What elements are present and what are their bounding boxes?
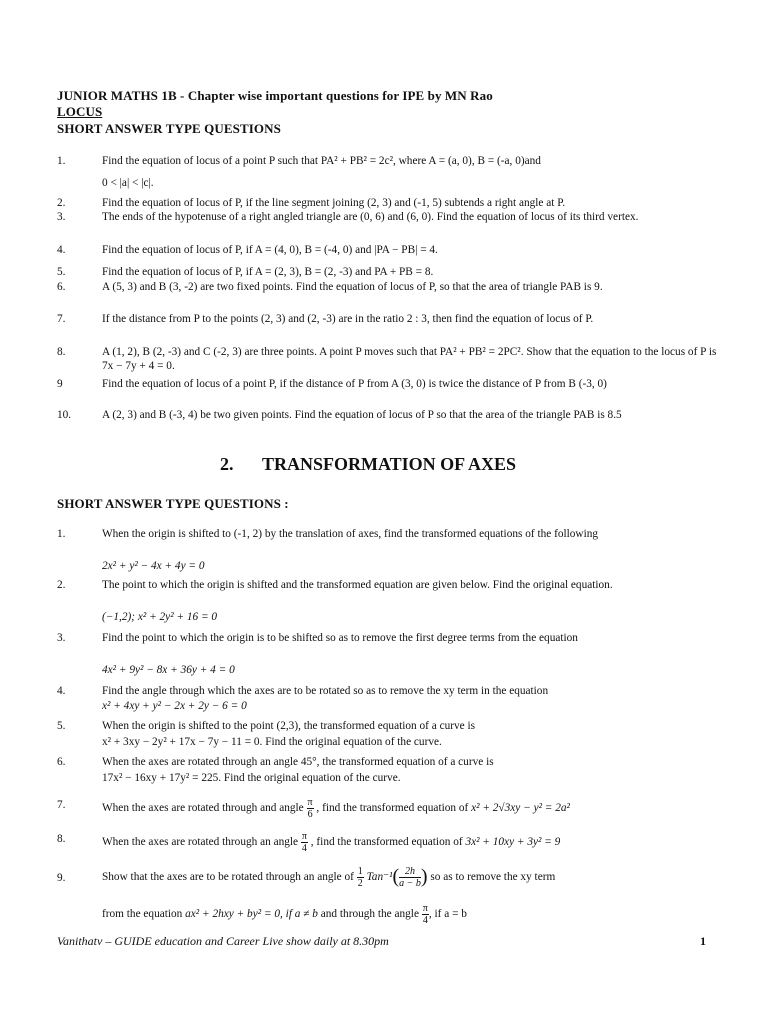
- question-number: 4.: [57, 685, 66, 697]
- equation: 17x² − 16xy + 17y² = 225. Find the original equation of the curve.: [102, 772, 401, 784]
- question-number: 8.: [57, 833, 66, 845]
- question-number: 6.: [57, 281, 66, 293]
- section-title: [220, 454, 516, 475]
- fraction-denominator: 4: [301, 843, 307, 854]
- section-name: TRANSFORMATION OF AXES: [262, 454, 517, 474]
- question-text: When the axes are rotated through an angle 45°, the transformed equation of a curve is: [102, 756, 494, 768]
- question-number: 7.: [57, 799, 66, 811]
- fraction-numerator: 2h: [399, 866, 421, 878]
- question-text: When the origin is shifted to (-1, 2) by the translation of axes, find the transformed equations of the following: [102, 528, 599, 540]
- question-text: When the axes are rotated through and angle: [102, 802, 304, 815]
- question-text: Find the equation of locus of a point P such that PA² + PB² = 2c², where A = (a, 0), B = (-a, 0)and: [102, 155, 541, 167]
- question-number: 1.: [57, 528, 66, 540]
- equation: x² + 3xy − 2y² + 17x − 7y − 11 = 0. Find the original equation of the curve.: [102, 736, 442, 748]
- angle-fraction: [422, 903, 429, 926]
- question-text: Find the angle through which the axes are to be rotated so as to remove the xy term in the equation: [102, 685, 549, 697]
- fraction-denominator: 6: [307, 809, 313, 820]
- equation: x² + 4xy + y² − 2x + 2y − 6 = 0: [102, 700, 247, 712]
- equation: (−1,2); x² + 2y² + 16 = 0: [102, 611, 218, 623]
- question-number: 2.: [57, 197, 66, 209]
- question-text: A (2, 3) and B (-3, 4) be two given points. Find the equation of locus of P so that the area of the triangle PAB is 8.5: [102, 409, 622, 421]
- question-text-after: so as to remove the xy term: [430, 871, 556, 884]
- fraction-denominator: a − b: [399, 878, 421, 889]
- question-number: 9: [57, 378, 63, 390]
- question-text: Show that the axes are to be rotated through an angle of: [102, 871, 354, 884]
- question-text: When the origin is shifted to the point (2,3), the transformed equation of a curve is: [102, 720, 476, 732]
- question-text: A (5, 3) and B (3, -2) are two fixed points. Find the equation of locus of P, so that the area of triangle PAB is 9.: [102, 281, 603, 293]
- question-number: 5.: [57, 720, 66, 732]
- equation: ax² + 2hxy + by² = 0, if a ≠ b: [185, 908, 318, 921]
- question-text: If the distance from P to the points (2, 3) and (2, -3) are in the ratio 2 : 3, then find the equation of locus of P.: [102, 313, 594, 325]
- fraction-numerator: 1: [357, 866, 363, 877]
- question-number: 6.: [57, 756, 66, 768]
- question-text-continued: 0 < |a| < |c|.: [102, 177, 154, 189]
- question-number: 5.: [57, 266, 66, 278]
- fraction-denominator: 2: [357, 878, 363, 889]
- fraction-numerator: π: [307, 797, 313, 808]
- equation: 2x² + y² − 4x + 4y = 0: [102, 560, 205, 572]
- question-number: 1.: [57, 155, 66, 167]
- angle-fraction: [301, 831, 308, 854]
- question-line: [102, 903, 717, 926]
- question-line: Show that the axes are to be rotated through an angle of $\frac{1}{2}$ Tan⁻¹( $\frac{2h}{a - b}$ ) so as to remove the xy term: [102, 865, 556, 889]
- question-text: , if a = b: [428, 908, 467, 921]
- topic-heading: LOCUS: [57, 104, 103, 119]
- question-number: 3.: [57, 211, 66, 223]
- question-number: 10.: [57, 409, 72, 421]
- question-number: 7.: [57, 313, 66, 325]
- question-text: Find the equation of locus of a point P, if the distance of P from A (3, 0) is twice the distance of P from B (-3, 0): [102, 378, 607, 390]
- question-line: [102, 831, 717, 854]
- section-type-heading: SHORT ANSWER TYPE QUESTIONS: [57, 121, 281, 136]
- question-text: The ends of the hypotenuse of a right angled triangle are (0, 6) and (6, 0). Find the equation of locus of its third vertex.: [102, 211, 639, 223]
- question-text: The point to which the origin is shifted and the transformed equation are given below. Find the original equation.: [102, 579, 613, 591]
- question-line: [102, 797, 717, 820]
- question-text: from the equation: [102, 908, 183, 921]
- coefficient-fraction: [357, 866, 364, 889]
- question-number: 2.: [57, 579, 66, 591]
- question-text: Find the point to which the origin is to be shifted so as to remove the first degree terms from the equation: [102, 632, 578, 644]
- question-number: 4.: [57, 244, 66, 256]
- footer-text: Vanithatv – GUIDE education and Career Live show daily at 8.30pm: [57, 934, 389, 948]
- fraction-numerator: π: [422, 903, 428, 914]
- fraction-denominator: 4: [422, 915, 428, 926]
- question-text: Find the equation of locus of P, if A = (4, 0), B = (-4, 0) and |PA − PB| = 4.: [102, 244, 438, 256]
- equation: 4x² + 9y² − 8x + 36y + 4 = 0: [102, 664, 235, 676]
- equation: x² + 2√3xy − y² = 2a²: [471, 802, 570, 815]
- section-number: 2.: [220, 454, 234, 474]
- page-number: 1: [700, 934, 706, 948]
- inner-fraction: [399, 866, 421, 889]
- question-number: 3.: [57, 632, 66, 644]
- question-text: When the axes are rotated through an angle: [102, 836, 299, 849]
- question-text: and through the angle: [320, 908, 419, 921]
- document-title: JUNIOR MATHS 1B - Chapter wise important questions for IPE by MN Rao: [57, 88, 493, 103]
- question-text: Find the equation of locus of P, if A = (2, 3), B = (2, -3) and PA + PB = 8.: [102, 266, 434, 278]
- question-number: 8.: [57, 346, 66, 358]
- equation: 3x² + 10xy + 3y² = 9: [465, 836, 561, 849]
- question-number: 9.: [57, 872, 66, 884]
- question-text-after: , find the transformed equation of: [316, 802, 469, 815]
- fraction-numerator: π: [301, 831, 307, 842]
- section-subheading: SHORT ANSWER TYPE QUESTIONS :: [57, 496, 289, 511]
- question-text-after: , find the transformed equation of: [310, 836, 463, 849]
- inverse-tan: Tan⁻¹: [366, 871, 393, 884]
- angle-fraction: [307, 797, 314, 820]
- question-text: Find the equation of locus of P, if the line segment joining (2, 3) and (-1, 5) subtends a right angle at P.: [102, 197, 566, 209]
- question-text: A (1, 2), B (2, -3) and C (-2, 3) are three points. A point P moves such that PA² + PB² = 2PC². Show that the equation to the locus of P is 7x − 7y + 4 = 0.: [102, 346, 717, 372]
